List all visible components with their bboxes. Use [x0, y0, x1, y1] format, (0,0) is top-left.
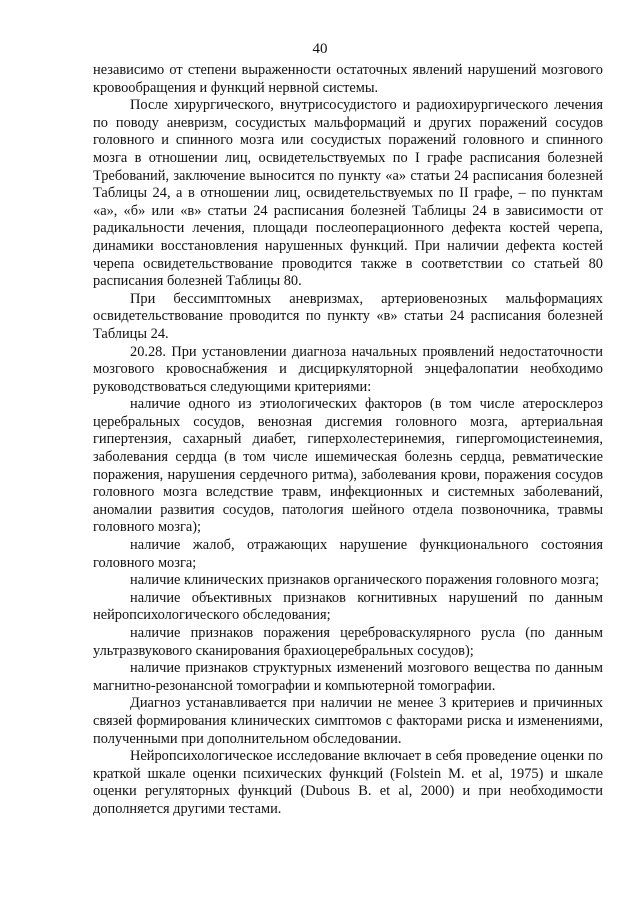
criterion-structural-changes: наличие признаков структурных изменений мозгового вещества по данным магнитно-резонансной томографии и компьютерной томографии. [93, 660, 603, 694]
paragraph-diagnosis-rule: Диагноз устанавливается при наличии не менее 3 критериев и причинных связей формирования клинических симптомов с факторами риска и изменениями, полученными при дополнительном обследовании. [93, 695, 603, 747]
page-number: 40 [312, 41, 328, 57]
criterion-cerebrovascular-lesion: наличие признаков поражения цереброваскулярного русла (по данным ультразвукового сканирования брахиоцеребральных сосудов); [93, 625, 603, 659]
document-body [93, 62, 603, 819]
paragraph-continuation: независимо от степени выраженности остаточных явлений нарушений мозгового кровообращения и функций нервной системы. [93, 62, 603, 96]
criterion-etiological-factors: наличие одного из этиологических факторов (в том числе атеросклероз церебральных сосудов, венозная дисгемия головного мозга, артериальная гипертензия, сахарный диабет, гиперхолестеринемия, гипергомоцистеинемия, заболевания сердца (в том числе ишемическая болезнь сердца, ревматические поражения, нарушения сердечного ритма), заболевания крови, поражения сосудов головного мозга вследствие травм, инфекционных и системных заболеваний, аномалии развития сосудов, патология шейного отдела позвоночника, травмы головного мозга); [93, 396, 603, 536]
paragraph-surgical-treatment: После хирургического, внутрисосудистого и радиохирургического лечения по поводу аневризм, сосудистых мальформаций и других поражений сосудов головного и спинного мозга или сосудистых поражений головного и спинного мозга в отношении лиц, освидетельствуемых по I графе расписания болезней Требований, заключение выносится по пункту «а» статьи 24 расписания болезней Таблицы 24, а в отношении лиц, освидетельствуемых по II графе, – по пунктам «а», «б» или «в» статьи 24 расписания болезней Таблицы 24 в зависимости от радикальности лечения, площади послеоперационного дефекта костей черепа, динамики восстановления нарушенных функций. При наличии дефекта костей черепа освидетельствование проводится также в соответствии со статьей 80 расписания болезней Таблицы 80. [93, 97, 603, 290]
paragraph-section-20-28: 20.28. При установлении диагноза начальных проявлений недостаточности мозгового кровоснабжения и дисциркуляторной энцефалопатии необходимо руководствоваться следующими критериями: [93, 343, 603, 395]
criterion-complaints: наличие жалоб, отражающих нарушение функционального состояния головного мозга; [93, 537, 603, 571]
criterion-cognitive-impairment: наличие объективных признаков когнитивных нарушений по данным нейропсихологического обследования; [93, 589, 603, 624]
paragraph-asymptomatic-aneurysms: При бессимптомных аневризмах, артериовенозных мальформациях освидетельствование проводится по пункту «в» статьи 24 расписания болезней Таблицы 24. [93, 290, 603, 342]
criterion-clinical-signs: наличие клинических признаков органического поражения головного мозга; [130, 572, 600, 589]
paragraph-neuropsychological-study: Нейропсихологическое исследование включает в себя проведение оценки по краткой шкале оценки психических функций (Folstein M. et al, 1975) и шкале оценки регуляторных функций (Dubous B. et al, 2000) и при необходимости дополняется другими тестами. [93, 748, 603, 817]
